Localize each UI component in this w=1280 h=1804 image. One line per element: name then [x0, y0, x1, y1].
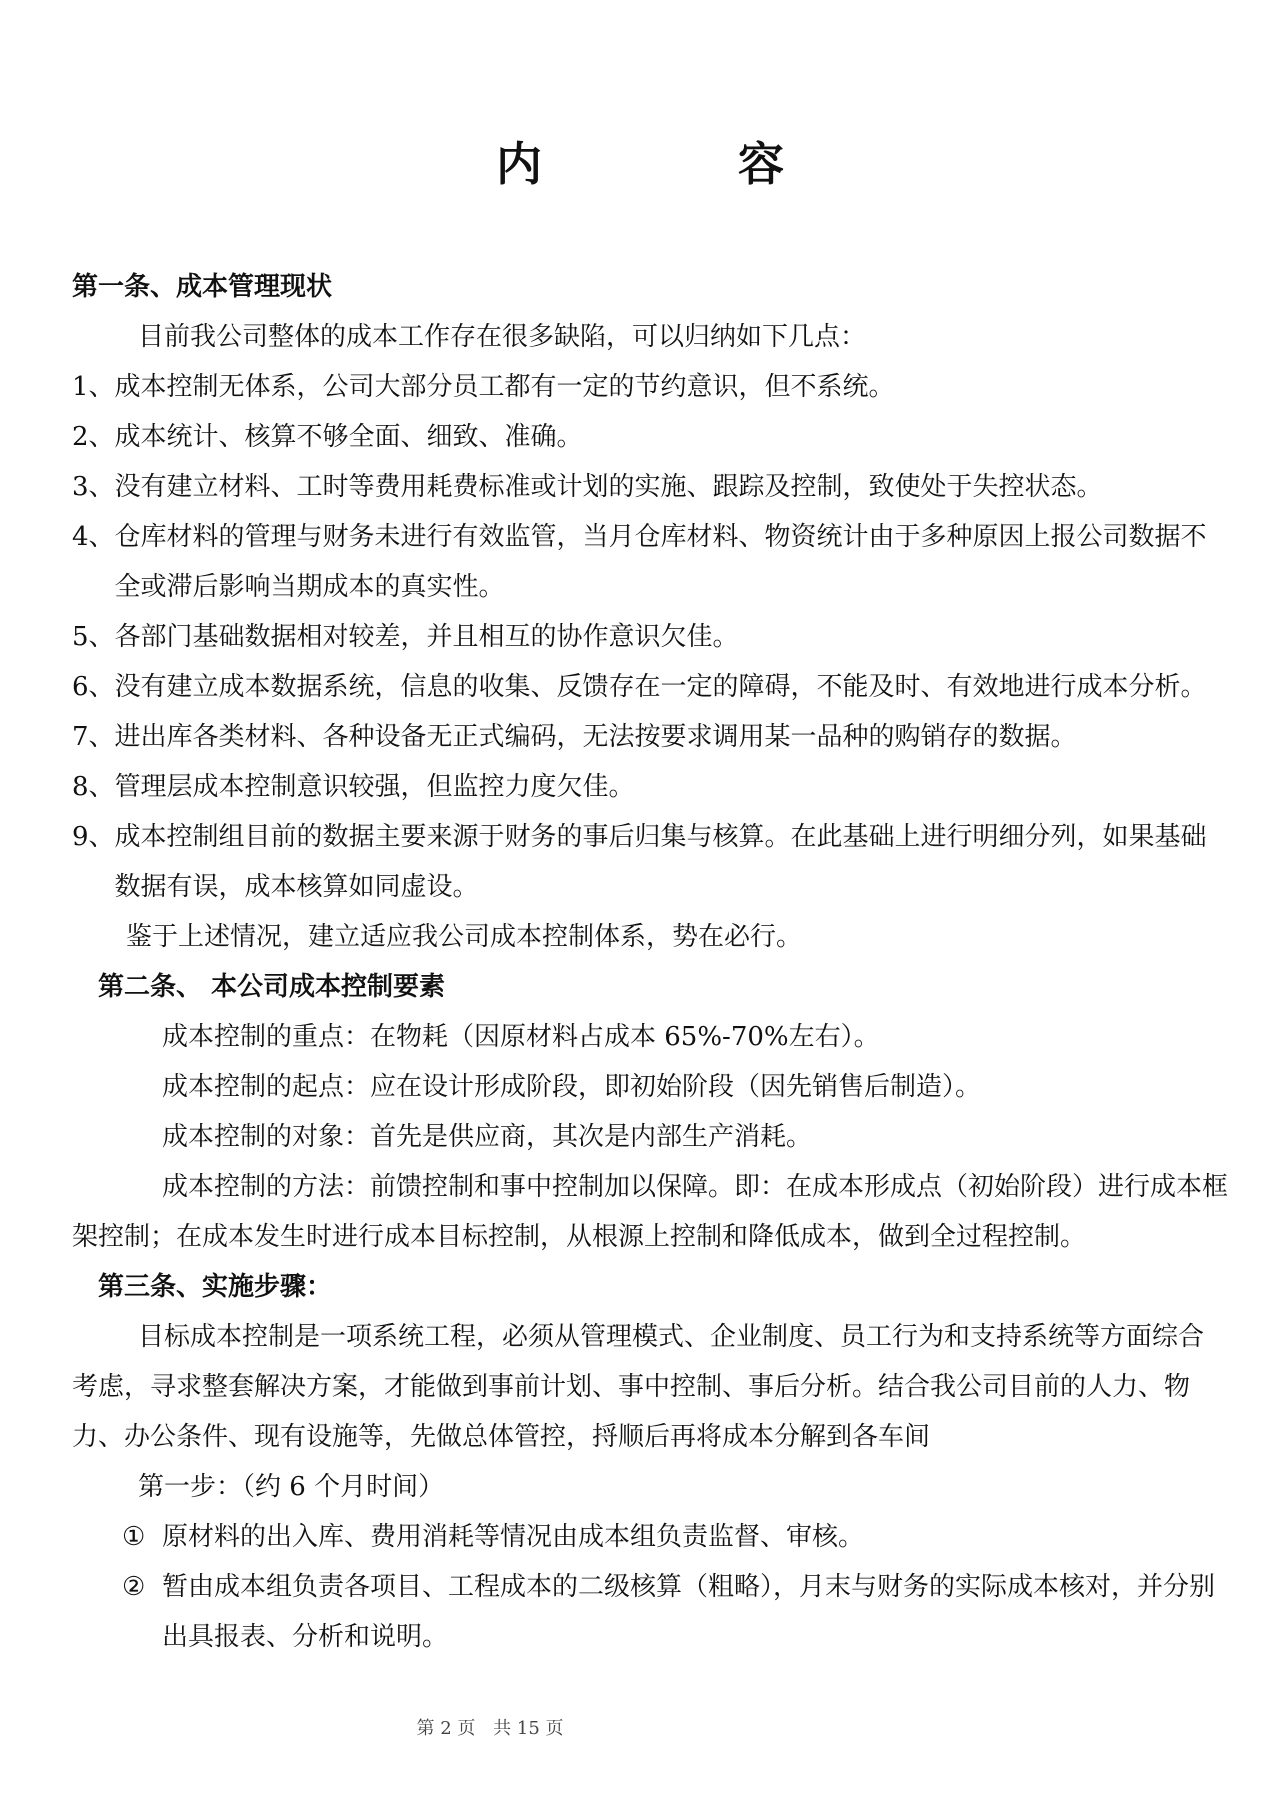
page-number: 第 2 页	[416, 1718, 476, 1739]
section3-heading: 第三条、实施步骤：	[98, 1272, 333, 1302]
list-item-text: 管理层成本控制意识较强，但监控力度欠佳。	[114, 772, 635, 802]
list-item-number: 6、	[72, 672, 115, 702]
list-item	[72, 712, 1228, 762]
page-title: 内 容	[495, 137, 874, 191]
step-one-label: 第一步：（约 6 个月时间）	[138, 1472, 445, 1502]
step-item-mark: ①	[122, 1522, 146, 1552]
list-item	[72, 412, 1228, 462]
document-body	[72, 262, 1228, 1662]
list-item-text: 成本统计、核算不够全面、细致、准确。	[114, 422, 583, 452]
step-item-text: 暂由成本组负责各项目、工程成本的二级核算（粗略），月末与财务的实际成本核对，并分别出具报表、分析和说明。	[162, 1572, 1216, 1652]
section1-intro: 目前我公司整体的成本工作存在很多缺陷，可以归纳如下几点：	[138, 322, 867, 352]
control-method: 成本控制的方法：前馈控制和事中控制加以保障。即：在成本形成点（初始阶段）进行成本框架控制；在成本发生时进行成本目标控制，从根源上控制和降低成本，做到全过程控制。	[72, 1172, 1229, 1252]
list-item	[72, 812, 1228, 912]
list-item-text: 没有建立成本数据系统，信息的收集、反馈存在一定的障碍，不能及时、有效地进行成本分析。	[114, 672, 1207, 702]
list-item	[72, 662, 1228, 712]
step-item-text: 原材料的出入库、费用消耗等情况由成本组负责监督、审核。	[162, 1522, 865, 1552]
step-item-mark: ②	[122, 1572, 146, 1602]
section1-heading: 第一条、成本管理现状	[72, 272, 333, 302]
section3-paragraph: 目标成本控制是一项系统工程，必须从管理模式、企业制度、员工行为和支持系统等方面综合考虑，寻求整套解决方案，才能做到事前计划、事中控制、事后分析。结合我公司目前的人力、物力、办公条件、现有设施等，先做总体管控，捋顺后再将成本分解到各车间	[72, 1322, 1205, 1452]
step-item	[72, 1512, 1228, 1562]
list-item-number: 2、	[72, 422, 115, 452]
list-item-text: 仓库材料的管理与财务未进行有效监管，当月仓库材料、物资统计由于多种原因上报公司数据不全或滞后影响当期成本的真实性。	[114, 522, 1207, 602]
control-element: 成本控制的起点：应在设计形成阶段，即初始阶段（因先销售后制造）。	[162, 1072, 982, 1102]
control-element: 成本控制的重点：在物耗（因原材料占成本 65%-70%左右）。	[162, 1022, 880, 1052]
list-item-number: 9、	[72, 822, 115, 852]
list-item-number: 5、	[72, 622, 115, 652]
section1-conclusion: 鉴于上述情况，建立适应我公司成本控制体系，势在必行。	[126, 922, 803, 952]
list-item-number: 7、	[72, 722, 115, 752]
list-item-text: 各部门基础数据相对较差，并且相互的协作意识欠佳。	[114, 622, 739, 652]
control-element: 成本控制的对象：首先是供应商，其次是内部生产消耗。	[162, 1122, 813, 1152]
list-item-text: 进出库各类材料、各种设备无正式编码，无法按要求调用某一品种的购销存的数据。	[114, 722, 1077, 752]
list-item-number: 1、	[72, 372, 115, 402]
list-item	[72, 612, 1228, 662]
list-item-number: 3、	[72, 472, 115, 502]
page-footer	[0, 1714, 980, 1740]
list-item	[72, 462, 1228, 512]
list-item-number: 8、	[72, 772, 115, 802]
list-item	[72, 362, 1228, 412]
page-total: 共 15 页	[493, 1718, 564, 1739]
section2-heading: 第二条、 本公司成本控制要素	[98, 972, 446, 1002]
list-item-text: 成本控制无体系，公司大部分员工都有一定的节约意识，但不系统。	[114, 372, 895, 402]
list-item-text: 没有建立材料、工时等费用耗费标准或计划的实施、跟踪及控制，致使处于失控状态。	[114, 472, 1103, 502]
step-item	[72, 1562, 1228, 1662]
list-item	[72, 762, 1228, 812]
list-item-number: 4、	[72, 522, 115, 552]
list-item-text: 成本控制组目前的数据主要来源于财务的事后归集与核算。在此基础上进行明细分列，如果基础数据有误，成本核算如同虚设。	[114, 822, 1207, 902]
list-item	[72, 512, 1228, 612]
